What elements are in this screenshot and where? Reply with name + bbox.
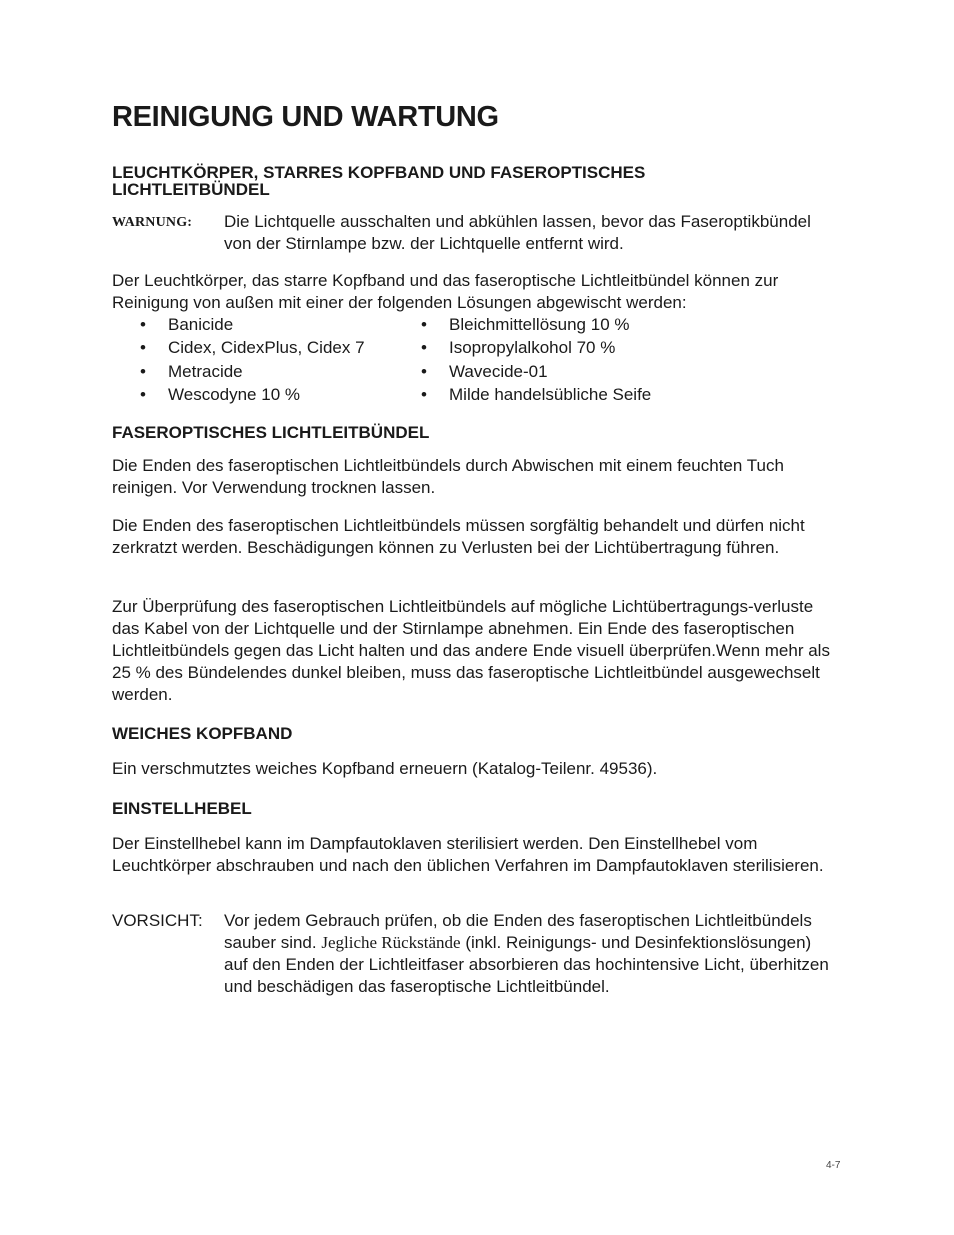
bullet-column-right <box>421 313 651 406</box>
section-heading-adjustment-lever: EINSTELLHEBEL <box>112 799 252 818</box>
soft-headband-paragraph: Ein verschmutztes weiches Kopfband erneuern (Katalog-Teilenr. 49536). <box>112 759 658 778</box>
section-heading-soft-headband: WEICHES KOPFBAND <box>112 724 293 743</box>
warning-text: Die Lichtquelle ausschalten und abkühlen lassen, bevor das Faseroptikbündel von der Stirnlampe bzw. der Lichtquelle entfernt wird. <box>224 212 811 253</box>
list-item: • Banicide <box>140 315 234 334</box>
list-item: • Milde handelsübliche Seife <box>421 384 652 404</box>
fiberoptic-paragraph-1: Die Enden des faseroptischen Lichtleitbündels durch Abwischen mit einem feuchten Tuch reinigen. Vor Verwendung trocknen lassen. <box>112 456 784 497</box>
bullet-column-left <box>140 313 365 406</box>
heading-line: LICHTLEITBÜNDEL <box>112 180 270 199</box>
caution-text-serif-part: Jegliche Rückstände <box>321 933 461 952</box>
warning-note <box>112 211 842 255</box>
caution-text-part: (inkl. Reinigungs- und Desinfektionslösungen) auf den Enden der Lichtleitfaser absorbieren das hochintensive Licht, überhitzen und beschädigen das faseroptische Lichtleitbündel. <box>224 933 829 996</box>
caution-text-part: Vor jedem Gebrauch prüfen, ob die Enden des faseroptischen Lichtleitbündels sauber sind. <box>224 911 812 952</box>
section-heading-leuchtkoerper <box>112 164 645 198</box>
cleaning-intro: Der Leuchtkörper, das starre Kopfband und das faseroptische Lichtleitbündel können zur Reinigung von außen mit einer der folgenden Lösungen abgewischt werden: <box>112 271 779 312</box>
list-item: • Metracide <box>140 361 243 381</box>
list-item: • Wavecide-01 <box>421 361 548 381</box>
caution-label: VORSICHT: <box>112 911 203 930</box>
list-item: • Wescodyne 10 % <box>140 384 300 404</box>
caution-note <box>112 910 842 998</box>
warning-label: WARNUNG: <box>112 215 193 230</box>
list-item: • Cidex, CidexPlus, Cidex 7 <box>140 338 365 358</box>
page-title: REINIGUNG UND WARTUNG <box>112 101 499 133</box>
caution-text <box>224 910 834 998</box>
list-item: • Bleichmittellösung 10 % <box>421 315 630 334</box>
page-number: 4-7 <box>826 1160 841 1171</box>
adjustment-lever-paragraph: Der Einstellhebel kann im Dampfautoklaven sterilisiert werden. Den Einstellhebel vom Leuchtkörper abschrauben und nach den üblichen Verfahren im Dampfautoklaven sterilisieren. <box>112 834 824 875</box>
list-item: • Isopropylalkohol 70 % <box>421 338 616 358</box>
fiberoptic-paragraph-3: Zur Überprüfung des faseroptischen Lichtleitbündels auf mögliche Lichtübertragungs-verluste das Kabel von der Lichtquelle und der Stirnlampe abnehmen. Ein Ende des faseroptischen Lichtleitbündels gegen das Licht halten und das andere Ende visuell überprüfen.Wenn mehr als 25 % des Bündelendes dunkel bleiben, muss das faseroptische Lichtleitbündel ausgewechselt werden. <box>112 597 830 704</box>
fiberoptic-paragraph-2: Die Enden des faseroptischen Lichtleitbündels müssen sorgfältig behandelt und dürfen nicht zerkratzt werden. Beschädigungen können zu Verlusten bei der Lichtübertragung führen. <box>112 516 805 557</box>
section-heading-fiberoptic: FASEROPTISCHES LICHTLEITBÜNDEL <box>112 423 430 442</box>
heading-line: LEUCHTKÖRPER, STARRES KOPFBAND UND FASEROPTISCHES <box>112 163 646 182</box>
